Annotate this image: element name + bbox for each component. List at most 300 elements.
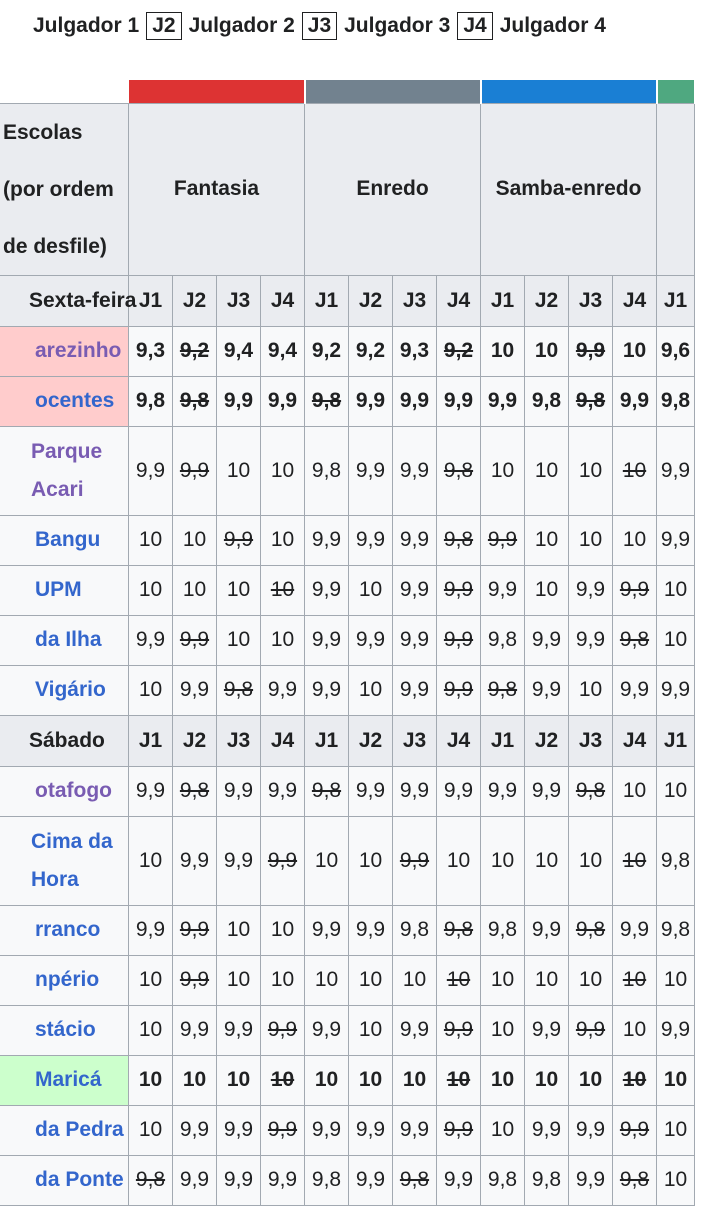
score-value: 10 bbox=[358, 848, 383, 872]
school-name-link[interactable]: stácio bbox=[0, 1005, 129, 1055]
score-value: 10 bbox=[578, 848, 603, 872]
score-value: 10 bbox=[270, 458, 295, 482]
score-cell bbox=[173, 1005, 217, 1055]
discarded-score: 9,2 bbox=[443, 339, 474, 362]
score-value: 10 bbox=[578, 1068, 603, 1091]
discarded-score-cell bbox=[217, 665, 261, 715]
discarded-score: 9,9 bbox=[179, 628, 210, 651]
score-value: 9,9 bbox=[311, 1018, 342, 1041]
legend-code-box: J3 bbox=[302, 12, 337, 40]
day-header-row bbox=[0, 715, 695, 766]
judge-header: J1 bbox=[305, 275, 349, 326]
school-row bbox=[0, 615, 695, 665]
score-cell bbox=[657, 1155, 695, 1205]
day-header-row bbox=[0, 275, 695, 326]
discarded-score: 9,8 bbox=[575, 918, 606, 941]
score-cell bbox=[217, 816, 261, 905]
category-header bbox=[657, 103, 695, 275]
score-value: 9,9 bbox=[575, 1168, 606, 1191]
score-cell bbox=[525, 565, 569, 615]
score-cell bbox=[481, 615, 525, 665]
score-value: 10 bbox=[358, 1068, 383, 1091]
score-value: 10 bbox=[270, 528, 295, 551]
score-value: 10 bbox=[138, 528, 163, 551]
discarded-score-cell bbox=[437, 1055, 481, 1105]
score-value: 9,9 bbox=[399, 779, 430, 802]
school-name-link[interactable]: otafogo bbox=[0, 766, 129, 816]
discarded-score: 9,9 bbox=[223, 528, 254, 551]
score-value: 10 bbox=[490, 1068, 515, 1091]
score-value: 9,9 bbox=[355, 1118, 386, 1141]
score-cell bbox=[349, 565, 393, 615]
judge-header: J4 bbox=[613, 715, 657, 766]
score-value: 9,9 bbox=[399, 1118, 430, 1141]
score-cell bbox=[349, 376, 393, 426]
discarded-score-cell bbox=[613, 615, 657, 665]
score-value: 10 bbox=[138, 1018, 163, 1041]
discarded-score: 9,9 bbox=[443, 1118, 474, 1141]
score-value: 10 bbox=[270, 918, 295, 941]
score-cell bbox=[525, 615, 569, 665]
results-table bbox=[0, 80, 696, 1206]
score-cell bbox=[393, 955, 437, 1005]
category-color-bar bbox=[305, 80, 481, 103]
discarded-score-cell bbox=[305, 376, 349, 426]
score-cell bbox=[305, 1055, 349, 1105]
score-value: 9,9 bbox=[619, 918, 650, 941]
school-name-link[interactable]: UPM bbox=[0, 565, 129, 615]
judge-header: J2 bbox=[349, 275, 393, 326]
score-cell bbox=[393, 326, 437, 376]
discarded-score: 9,9 bbox=[179, 968, 210, 991]
score-value: 10 bbox=[402, 1068, 427, 1091]
legend-item bbox=[146, 12, 295, 40]
school-row bbox=[0, 515, 695, 565]
score-cell bbox=[481, 816, 525, 905]
school-row bbox=[0, 376, 695, 426]
score-cell bbox=[569, 426, 613, 515]
score-value: 10 bbox=[663, 578, 688, 601]
score-value: 9,9 bbox=[575, 628, 606, 651]
discarded-score-cell bbox=[437, 426, 481, 515]
score-cell bbox=[481, 1155, 525, 1205]
discarded-score: 10 bbox=[270, 1068, 295, 1091]
score-value: 9,8 bbox=[660, 389, 691, 412]
score-cell bbox=[525, 1155, 569, 1205]
score-cell bbox=[481, 426, 525, 515]
score-cell bbox=[261, 665, 305, 715]
score-cell bbox=[305, 1005, 349, 1055]
discarded-score-cell bbox=[613, 1155, 657, 1205]
discarded-score: 9,2 bbox=[179, 339, 210, 362]
score-value: 10 bbox=[534, 339, 559, 362]
score-value: 10 bbox=[622, 528, 647, 551]
discarded-score-cell bbox=[261, 816, 305, 905]
school-row bbox=[0, 1155, 695, 1205]
score-value: 9,8 bbox=[531, 389, 562, 412]
school-row bbox=[0, 665, 695, 715]
legend-label: Julgador 2 bbox=[188, 14, 295, 37]
score-cell bbox=[261, 955, 305, 1005]
legend-code-box: J2 bbox=[146, 12, 181, 40]
school-name-link[interactable]: da Ponte bbox=[0, 1155, 129, 1205]
score-value: 9,9 bbox=[311, 1118, 342, 1141]
score-value: 10 bbox=[402, 968, 427, 991]
score-cell bbox=[657, 426, 695, 515]
score-cell bbox=[613, 905, 657, 955]
school-name-link[interactable]: ocentes bbox=[0, 376, 129, 426]
school-name-link[interactable]: da Pedra bbox=[0, 1105, 129, 1155]
score-value: 10 bbox=[314, 968, 339, 991]
discarded-score-cell bbox=[173, 615, 217, 665]
discarded-score-cell bbox=[217, 515, 261, 565]
score-cell bbox=[349, 665, 393, 715]
score-cell bbox=[393, 1105, 437, 1155]
score-value: 10 bbox=[534, 528, 559, 551]
score-cell bbox=[305, 816, 349, 905]
judge-header: J1 bbox=[305, 715, 349, 766]
discarded-score-cell bbox=[613, 816, 657, 905]
score-cell bbox=[305, 905, 349, 955]
score-value: 9,8 bbox=[311, 1168, 342, 1191]
legend-label: Julgador 3 bbox=[344, 14, 451, 37]
score-cell bbox=[173, 665, 217, 715]
score-value: 9,9 bbox=[531, 628, 562, 651]
judge-header: J1 bbox=[129, 715, 173, 766]
score-value: 10 bbox=[663, 779, 688, 802]
score-value: 9,9 bbox=[443, 1168, 474, 1191]
score-value: 9,9 bbox=[531, 678, 562, 701]
discarded-score: 9,9 bbox=[443, 628, 474, 651]
score-cell bbox=[525, 1105, 569, 1155]
discarded-score-cell bbox=[613, 1055, 657, 1105]
discarded-score-cell bbox=[613, 565, 657, 615]
score-cell bbox=[657, 1105, 695, 1155]
score-cell bbox=[525, 766, 569, 816]
judge-header: J3 bbox=[569, 275, 613, 326]
score-cell bbox=[525, 376, 569, 426]
score-value: 10 bbox=[358, 578, 383, 601]
score-cell bbox=[305, 565, 349, 615]
score-cell bbox=[657, 326, 695, 376]
school-name-link[interactable]: da Ilha bbox=[0, 615, 129, 665]
discarded-score-cell bbox=[569, 1005, 613, 1055]
score-cell bbox=[481, 1005, 525, 1055]
category-color-bar bbox=[481, 80, 657, 103]
score-cell bbox=[481, 326, 525, 376]
discarded-score: 9,9 bbox=[399, 848, 430, 872]
score-cell bbox=[657, 615, 695, 665]
score-value: 9,9 bbox=[311, 628, 342, 651]
discarded-score: 9,9 bbox=[267, 848, 298, 872]
discarded-score-cell bbox=[437, 665, 481, 715]
judge-header: J4 bbox=[437, 275, 481, 326]
score-cell bbox=[349, 1155, 393, 1205]
score-value: 10 bbox=[663, 968, 688, 991]
score-cell bbox=[657, 955, 695, 1005]
discarded-score: 10 bbox=[270, 578, 295, 601]
score-cell bbox=[657, 766, 695, 816]
score-cell bbox=[437, 816, 481, 905]
score-value: 10 bbox=[622, 1018, 647, 1041]
score-cell bbox=[349, 615, 393, 665]
discarded-score: 9,8 bbox=[223, 678, 254, 701]
results-table-viewport[interactable] bbox=[3, 80, 691, 1191]
score-cell bbox=[129, 565, 173, 615]
score-cell bbox=[129, 1005, 173, 1055]
discarded-score-cell bbox=[437, 955, 481, 1005]
judge-header: J1 bbox=[481, 275, 525, 326]
discarded-score: 9,8 bbox=[179, 389, 210, 412]
discarded-score-cell bbox=[613, 1105, 657, 1155]
discarded-score-cell bbox=[261, 1105, 305, 1155]
score-cell bbox=[349, 326, 393, 376]
discarded-score: 9,8 bbox=[135, 1168, 166, 1191]
day-label: Sábado bbox=[0, 715, 129, 766]
discarded-score: 9,8 bbox=[575, 779, 606, 802]
score-value: 10 bbox=[446, 848, 471, 872]
score-cell bbox=[305, 515, 349, 565]
school-name-link[interactable]: Vigário bbox=[0, 665, 129, 715]
school-name-link[interactable]: npério bbox=[0, 955, 129, 1005]
school-row bbox=[0, 816, 695, 905]
legend-item bbox=[457, 12, 606, 40]
score-cell bbox=[173, 1155, 217, 1205]
score-value: 10 bbox=[622, 779, 647, 802]
judge-header: J3 bbox=[393, 275, 437, 326]
school-name-link[interactable]: Bangu bbox=[0, 515, 129, 565]
day-label: Sexta-feira bbox=[0, 275, 129, 326]
discarded-score: 9,8 bbox=[619, 628, 650, 651]
score-value: 10 bbox=[578, 528, 603, 551]
score-value: 10 bbox=[270, 968, 295, 991]
discarded-score-cell bbox=[437, 326, 481, 376]
score-cell bbox=[261, 1155, 305, 1205]
score-cell bbox=[305, 615, 349, 665]
discarded-score-cell bbox=[173, 326, 217, 376]
score-cell bbox=[261, 615, 305, 665]
score-value: 9,9 bbox=[660, 458, 691, 482]
score-value: 9,9 bbox=[135, 458, 166, 482]
score-cell bbox=[217, 426, 261, 515]
discarded-score-cell bbox=[437, 905, 481, 955]
score-cell bbox=[129, 326, 173, 376]
score-cell bbox=[525, 1005, 569, 1055]
score-cell bbox=[129, 955, 173, 1005]
score-cell bbox=[129, 905, 173, 955]
score-cell bbox=[173, 1055, 217, 1105]
school-row bbox=[0, 326, 695, 376]
discarded-score-cell bbox=[437, 1105, 481, 1155]
score-cell bbox=[349, 515, 393, 565]
discarded-score: 9,8 bbox=[311, 779, 342, 802]
school-name-link[interactable]: rranco bbox=[0, 905, 129, 955]
score-value: 9,9 bbox=[575, 1118, 606, 1141]
score-cell bbox=[129, 816, 173, 905]
discarded-score-cell bbox=[569, 326, 613, 376]
score-cell bbox=[569, 565, 613, 615]
score-value: 9,9 bbox=[179, 1018, 210, 1041]
score-value: 10 bbox=[182, 528, 207, 551]
score-cell bbox=[657, 1055, 695, 1105]
discarded-score-cell bbox=[437, 615, 481, 665]
score-cell bbox=[525, 955, 569, 1005]
score-value: 10 bbox=[578, 968, 603, 991]
score-cell bbox=[613, 515, 657, 565]
discarded-score-cell bbox=[261, 1005, 305, 1055]
score-value: 9,9 bbox=[179, 678, 210, 701]
judge-header: J2 bbox=[173, 715, 217, 766]
score-cell bbox=[217, 1105, 261, 1155]
judge-header: J3 bbox=[217, 275, 261, 326]
score-value: 10 bbox=[578, 458, 603, 482]
judge-header: J4 bbox=[437, 715, 481, 766]
judge-header: J4 bbox=[613, 275, 657, 326]
score-cell bbox=[393, 766, 437, 816]
score-value: 9,9 bbox=[399, 678, 430, 701]
score-value: 9,9 bbox=[311, 918, 342, 941]
score-cell bbox=[613, 665, 657, 715]
score-value: 9,9 bbox=[487, 389, 518, 412]
score-value: 10 bbox=[226, 918, 251, 941]
category-header: Fantasia bbox=[129, 103, 305, 275]
school-row bbox=[0, 565, 695, 615]
score-cell bbox=[613, 376, 657, 426]
legend-label: Julgador 4 bbox=[499, 14, 606, 37]
score-cell bbox=[261, 515, 305, 565]
school-row bbox=[0, 1105, 695, 1155]
score-value: 9,9 bbox=[267, 779, 298, 802]
score-cell bbox=[481, 955, 525, 1005]
score-value: 9,9 bbox=[355, 628, 386, 651]
discarded-score-cell bbox=[569, 766, 613, 816]
school-row bbox=[0, 955, 695, 1005]
score-value: 9,8 bbox=[135, 389, 166, 412]
discarded-score: 9,9 bbox=[443, 578, 474, 601]
judge-header: J1 bbox=[481, 715, 525, 766]
score-value: 9,8 bbox=[487, 628, 518, 651]
score-cell bbox=[481, 376, 525, 426]
score-value: 10 bbox=[578, 678, 603, 701]
score-value: 9,9 bbox=[223, 779, 254, 802]
score-cell bbox=[525, 1055, 569, 1105]
score-cell bbox=[217, 955, 261, 1005]
discarded-score: 9,9 bbox=[267, 1118, 298, 1141]
score-cell bbox=[613, 326, 657, 376]
score-value: 9,9 bbox=[355, 779, 386, 802]
score-cell bbox=[217, 326, 261, 376]
score-cell bbox=[393, 565, 437, 615]
score-value: 9,9 bbox=[223, 848, 254, 872]
score-value: 9,4 bbox=[223, 339, 254, 362]
score-value: 10 bbox=[226, 578, 251, 601]
score-value: 10 bbox=[663, 1118, 688, 1141]
score-value: 10 bbox=[182, 578, 207, 601]
score-value: 9,9 bbox=[399, 458, 430, 482]
category-color-row bbox=[0, 80, 695, 103]
score-value: 9,3 bbox=[399, 339, 430, 362]
score-value: 9,9 bbox=[311, 578, 342, 601]
score-cell bbox=[217, 1005, 261, 1055]
discarded-score: 9,9 bbox=[575, 339, 606, 362]
judge-header: J2 bbox=[349, 715, 393, 766]
score-value: 10 bbox=[358, 678, 383, 701]
score-value: 9,9 bbox=[223, 389, 254, 412]
score-cell bbox=[129, 1105, 173, 1155]
legend-item bbox=[302, 12, 451, 40]
score-value: 9,8 bbox=[660, 848, 691, 872]
discarded-score: 10 bbox=[446, 968, 471, 991]
discarded-score: 9,8 bbox=[443, 528, 474, 551]
stripe-spacer bbox=[0, 80, 129, 103]
score-cell bbox=[613, 1005, 657, 1055]
score-value: 9,8 bbox=[399, 918, 430, 941]
score-value: 10 bbox=[270, 628, 295, 651]
score-cell bbox=[393, 665, 437, 715]
score-value: 9,8 bbox=[487, 1168, 518, 1191]
score-cell bbox=[217, 376, 261, 426]
score-value: 9,9 bbox=[660, 528, 691, 551]
score-value: 9,9 bbox=[135, 918, 166, 941]
discarded-score-cell bbox=[437, 1005, 481, 1055]
score-value: 9,9 bbox=[531, 779, 562, 802]
category-header: Enredo bbox=[305, 103, 481, 275]
score-value: 9,9 bbox=[575, 578, 606, 601]
discarded-score-cell bbox=[393, 816, 437, 905]
score-value: 9,9 bbox=[179, 1168, 210, 1191]
score-value: 10 bbox=[490, 1118, 515, 1141]
judge-header: J1 bbox=[657, 275, 695, 326]
score-cell bbox=[525, 816, 569, 905]
discarded-score: 9,8 bbox=[575, 389, 606, 412]
score-value: 9,9 bbox=[355, 458, 386, 482]
score-value: 10 bbox=[138, 848, 163, 872]
score-cell bbox=[657, 816, 695, 905]
judge-header: J2 bbox=[173, 275, 217, 326]
discarded-score-cell bbox=[261, 565, 305, 615]
score-value: 9,9 bbox=[487, 779, 518, 802]
score-cell bbox=[569, 1105, 613, 1155]
discarded-score: 9,8 bbox=[443, 918, 474, 941]
score-cell bbox=[349, 1055, 393, 1105]
score-value: 10 bbox=[534, 458, 559, 482]
score-cell bbox=[525, 515, 569, 565]
score-cell bbox=[481, 1055, 525, 1105]
schools-column-header: Escolas (por ordem de desfile) bbox=[0, 103, 129, 275]
school-name-link[interactable]: arezinho bbox=[0, 326, 129, 376]
score-value: 9,9 bbox=[223, 1018, 254, 1041]
score-value: 9,9 bbox=[443, 779, 474, 802]
school-name-link[interactable]: Maricá bbox=[0, 1055, 129, 1105]
score-cell bbox=[173, 816, 217, 905]
discarded-score: 9,8 bbox=[619, 1168, 650, 1191]
score-value: 9,8 bbox=[311, 458, 342, 482]
school-name-link[interactable]: Cima da Hora bbox=[0, 816, 129, 905]
score-value: 9,9 bbox=[487, 578, 518, 601]
score-value: 9,9 bbox=[311, 528, 342, 551]
category-header-row bbox=[0, 103, 695, 275]
score-value: 9,8 bbox=[487, 918, 518, 941]
school-name-link[interactable]: Parque Acari bbox=[0, 426, 129, 515]
score-value: 9,9 bbox=[443, 389, 474, 412]
discarded-score-cell bbox=[393, 1155, 437, 1205]
score-value: 10 bbox=[663, 628, 688, 651]
score-cell bbox=[481, 905, 525, 955]
score-value: 9,2 bbox=[311, 339, 342, 362]
judges-legend bbox=[33, 8, 613, 44]
score-value: 9,9 bbox=[355, 1168, 386, 1191]
score-value: 9,9 bbox=[531, 918, 562, 941]
